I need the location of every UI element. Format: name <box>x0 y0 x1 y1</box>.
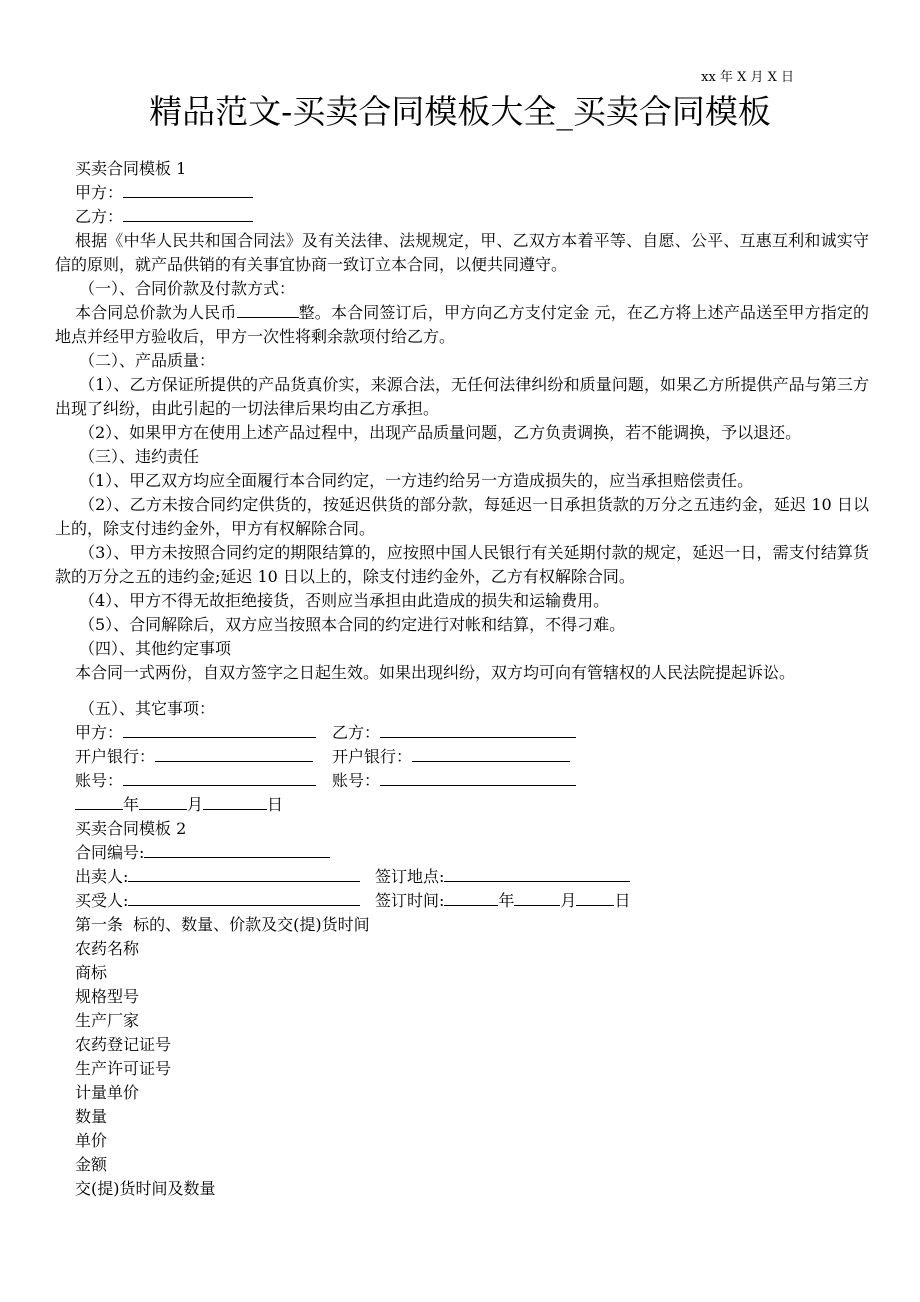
field-item: 交(提)货时间及数量 <box>75 1179 216 1198</box>
template2-heading: 买卖合同模板 2 <box>75 819 187 838</box>
section1-text-a: 本合同总价款为人民币 <box>75 303 237 322</box>
buyer-label: 买受人: <box>75 891 129 910</box>
seller-cell <box>75 865 375 889</box>
party-a-line <box>55 181 869 205</box>
seller-label: 出卖人: <box>75 867 129 886</box>
sig-b-blank <box>380 721 576 738</box>
sign-day-label: 日 <box>614 891 631 910</box>
sign-day-blank <box>576 889 614 906</box>
section4-text: 本合同一式两份，自双方签字之日起生效。如果出现纠纷，双方均可向有管辖权的人民法院提起诉讼。 <box>75 663 796 682</box>
price-blank <box>237 301 299 318</box>
bank-a-cell <box>75 745 332 769</box>
sign-month-label: 月 <box>560 891 577 910</box>
field-item: 生产厂家 <box>75 1011 140 1030</box>
contract-no-label: 合同编号: <box>75 843 145 862</box>
section1-text-b: 整。本合同签订后，甲方向乙方支付定金 元，在乙方将上述产品送至甲方指定的地点并经甲方验收后，甲方一次性将剩余款项付给乙方。 <box>55 303 869 346</box>
year-label: 年 <box>123 795 140 814</box>
article1-heading: 第一条 标的、数量、价款及交(提)货时间 <box>75 915 370 934</box>
party-a-blank <box>123 181 253 198</box>
sign-place-blank <box>444 865 630 882</box>
signature-row <box>55 721 869 745</box>
bank-a-blank <box>155 745 313 762</box>
section4-title: （四）、其他约定事项 <box>79 639 232 658</box>
party-b-blank <box>123 205 253 222</box>
section3-item4: （4）、甲方不得无故拒绝接货，否则应当承担由此造成的损失和运输费用。 <box>79 591 610 610</box>
field-item: 农药登记证号 <box>75 1035 172 1054</box>
buyer-cell <box>75 889 375 913</box>
sign-place-cell <box>375 865 630 889</box>
section5-title: （五）、其它事项： <box>79 699 216 718</box>
document-title: 精品范文-买卖合同模板大全_买卖合同模板 <box>149 92 771 131</box>
section3-item1: （1）、甲乙双方均应全面履行本合同约定，一方违约给另一方造成损失的，应当承担赔偿责任。 <box>79 471 754 490</box>
party-b-label: 乙方： <box>75 207 124 226</box>
section3-item2: （2）、乙方未按合同约定供货的，按延迟供货的部分款，每延迟一日承担货款的万分之五违约金，延迟 10 日以上的，除支付违约金外，甲方有权解除合同。 <box>55 495 869 538</box>
year-blank <box>75 793 123 810</box>
sign-year-blank <box>444 889 498 906</box>
intro-paragraph: 根据《中华人民共和国合同法》及有关法律、法规规定，甲、乙双方本着平等、自愿、公平、互惠互利和诚实守信的原则，就产品供销的有关事宜协商一致订立本合同，以便共同遵守。 <box>55 231 869 274</box>
date-row <box>55 793 869 817</box>
section1-title: （一）、合同价款及付款方式： <box>79 279 296 298</box>
section2-item1: （1）、乙方保证所提供的产品货真价实，来源合法，无任何法律纠纷和质量问题，如果乙方所提供产品与第三方出现了纠纷，由此引起的一切法律后果均由乙方承担。 <box>55 375 869 418</box>
sig-b-cell <box>332 721 632 745</box>
field-list <box>55 937 869 1201</box>
account-row <box>55 769 869 793</box>
acct-a-label: 账号： <box>75 771 124 790</box>
section3-item3: （3）、甲方未按照合同约定的期限结算的，应按照中国人民银行有关延期付款的规定，延迟一日，需支付结算货款的万分之五的违约金;延迟 10 日以上的，除支付违约金外，乙方有权解除合同。 <box>55 543 869 586</box>
acct-a-cell <box>75 769 332 793</box>
bank-a-label: 开户银行： <box>75 747 156 766</box>
acct-b-label: 账号： <box>332 771 381 790</box>
sig-a-label: 甲方： <box>75 723 124 742</box>
bank-row <box>55 745 869 769</box>
month-label: 月 <box>187 795 204 814</box>
document-body <box>55 157 869 1201</box>
field-item: 商标 <box>75 963 108 982</box>
month-blank <box>139 793 187 810</box>
sig-a-blank <box>123 721 316 738</box>
bank-b-label: 开户银行： <box>332 747 413 766</box>
template1-heading: 买卖合同模板 1 <box>75 159 187 178</box>
field-item: 单价 <box>75 1131 108 1150</box>
acct-b-blank <box>380 769 576 786</box>
contract-no-row <box>55 841 869 865</box>
field-item: 金额 <box>75 1155 108 1174</box>
acct-b-cell <box>332 769 632 793</box>
section1-text <box>55 301 869 349</box>
section3-item5: （5）、合同解除后，双方应当按照本合同的约定进行对帐和结算，不得刁难。 <box>79 615 626 634</box>
party-b-line <box>55 205 869 229</box>
buyer-blank <box>128 889 360 906</box>
seller-blank <box>128 865 360 882</box>
bank-b-blank <box>412 745 570 762</box>
sign-time-cell <box>375 889 630 913</box>
section2-item2: （2）、如果甲方在使用上述产品过程中，出现产品质量问题，乙方负责调换，若不能调换，予以退还。 <box>79 423 802 442</box>
field-item: 规格型号 <box>75 987 140 1006</box>
field-item: 农药名称 <box>75 939 140 958</box>
acct-a-blank <box>123 769 316 786</box>
sig-a-cell <box>75 721 332 745</box>
day-label: 日 <box>267 795 284 814</box>
field-item: 生产许可证号 <box>75 1059 172 1078</box>
sign-month-blank <box>514 889 560 906</box>
sig-b-label: 乙方： <box>332 723 381 742</box>
sign-place-label: 签订地点: <box>375 867 445 886</box>
buyer-row <box>55 889 869 913</box>
document-date: xx 年 X 月 X 日 <box>701 70 794 85</box>
field-item: 计量单价 <box>75 1083 140 1102</box>
bank-b-cell <box>332 745 632 769</box>
field-item: 数量 <box>75 1107 108 1126</box>
party-a-label: 甲方： <box>75 183 124 202</box>
section2-title: （二）、产品质量： <box>79 351 216 370</box>
contract-no-blank <box>144 841 330 858</box>
sign-year-label: 年 <box>498 891 515 910</box>
day-blank <box>203 793 267 810</box>
section3-title: （三）、违约责任 <box>79 447 200 466</box>
sign-time-label: 签订时间: <box>375 891 445 910</box>
seller-row <box>55 865 869 889</box>
